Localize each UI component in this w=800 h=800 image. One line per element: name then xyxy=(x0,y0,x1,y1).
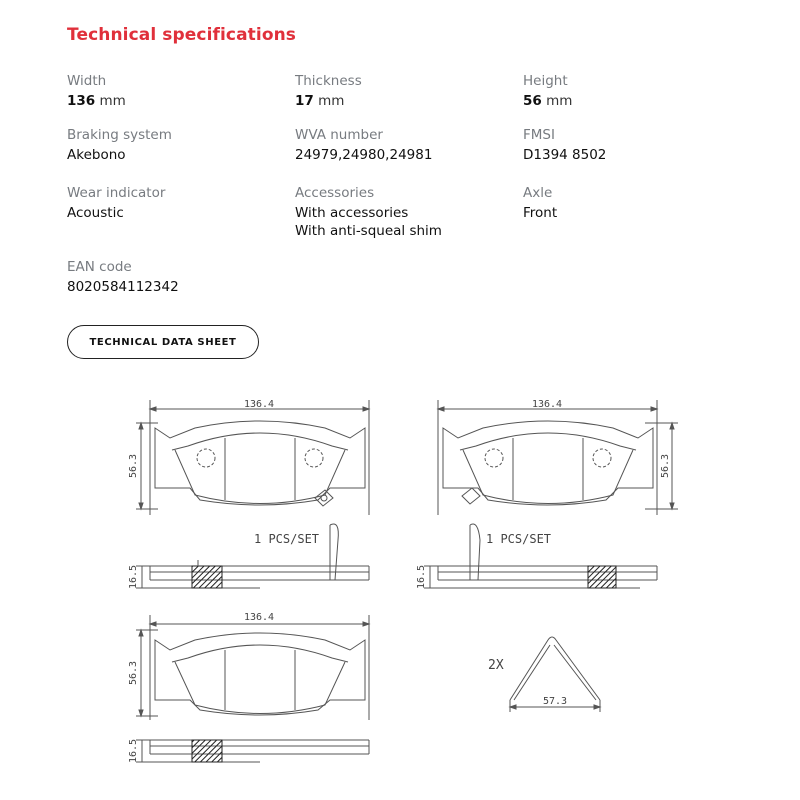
pad-front-view-left xyxy=(136,400,369,515)
spec-height-label: Height xyxy=(523,73,568,89)
pad-side-view-bottom xyxy=(136,740,369,762)
spec-wear-indicator-value: Acoustic xyxy=(67,205,124,221)
spec-thickness-label: Thickness xyxy=(295,73,362,89)
dim-height-top-right: 56.3 xyxy=(660,453,671,479)
technical-data-sheet-button[interactable]: TECHNICAL DATA SHEET xyxy=(67,325,259,359)
spec-braking-system-value: Akebono xyxy=(67,147,126,163)
spec-height xyxy=(523,72,572,110)
dim-width-top-right: 136.4 xyxy=(531,399,563,410)
spec-fmsi-value: D1394 8502 xyxy=(523,147,607,163)
spec-accessories-value-1: With accessories xyxy=(295,205,409,221)
pad-front-view-right xyxy=(438,400,678,515)
spec-wear-indicator-label: Wear indicator xyxy=(67,185,166,201)
spec-fmsi xyxy=(523,126,606,164)
spec-accessories xyxy=(295,184,442,240)
spec-braking-system-label: Braking system xyxy=(67,127,172,143)
brake-pad-technical-drawing xyxy=(0,380,800,800)
dim-thickness-right: 16.5 xyxy=(416,564,427,590)
spec-ean-code-label: EAN code xyxy=(67,259,132,275)
spec-braking-system xyxy=(67,126,172,164)
spec-wva-number-value: 24979,24980,24981 xyxy=(295,147,433,163)
spec-ean-code xyxy=(67,258,179,296)
spec-width xyxy=(67,72,126,110)
spec-wva-number-label: WVA number xyxy=(295,127,383,143)
spec-fmsi-label: FMSI xyxy=(523,127,555,143)
spec-thickness xyxy=(295,72,362,110)
dim-height-top-left: 56.3 xyxy=(128,453,139,479)
section-title: Technical specifications xyxy=(67,25,297,45)
dim-width-top-left: 136.4 xyxy=(243,399,275,410)
spec-wva-number xyxy=(295,126,432,164)
spec-axle-label: Axle xyxy=(523,185,553,201)
spec-width-label: Width xyxy=(67,73,107,89)
spec-width-value: 136 mm xyxy=(67,93,126,109)
dim-clip-width: 57.3 xyxy=(542,696,568,707)
spec-accessories-label: Accessories xyxy=(295,185,375,201)
spec-thickness-value: 17 mm xyxy=(295,93,345,109)
spec-wear-indicator xyxy=(67,184,165,222)
dim-thickness-bottom: 16.5 xyxy=(128,738,139,764)
pcs-set-label-left: 1 PCS/SET xyxy=(254,532,320,546)
pcs-set-label-right: 1 PCS/SET xyxy=(486,532,552,546)
spec-ean-code-value: 8020584112342 xyxy=(67,279,179,295)
spec-height-value: 56 mm xyxy=(523,93,573,109)
dim-height-bottom: 56.3 xyxy=(128,660,139,686)
pad-side-view-left xyxy=(136,524,369,588)
spec-axle xyxy=(523,184,557,222)
dim-width-bottom: 136.4 xyxy=(243,612,275,623)
spec-axle-value: Front xyxy=(523,205,558,221)
pad-front-view-bottom xyxy=(136,615,369,720)
clip-quantity-label: 2X xyxy=(488,658,504,673)
dim-thickness-left: 16.5 xyxy=(128,564,139,590)
spec-accessories-value-2: With anti-squeal shim xyxy=(295,223,442,239)
